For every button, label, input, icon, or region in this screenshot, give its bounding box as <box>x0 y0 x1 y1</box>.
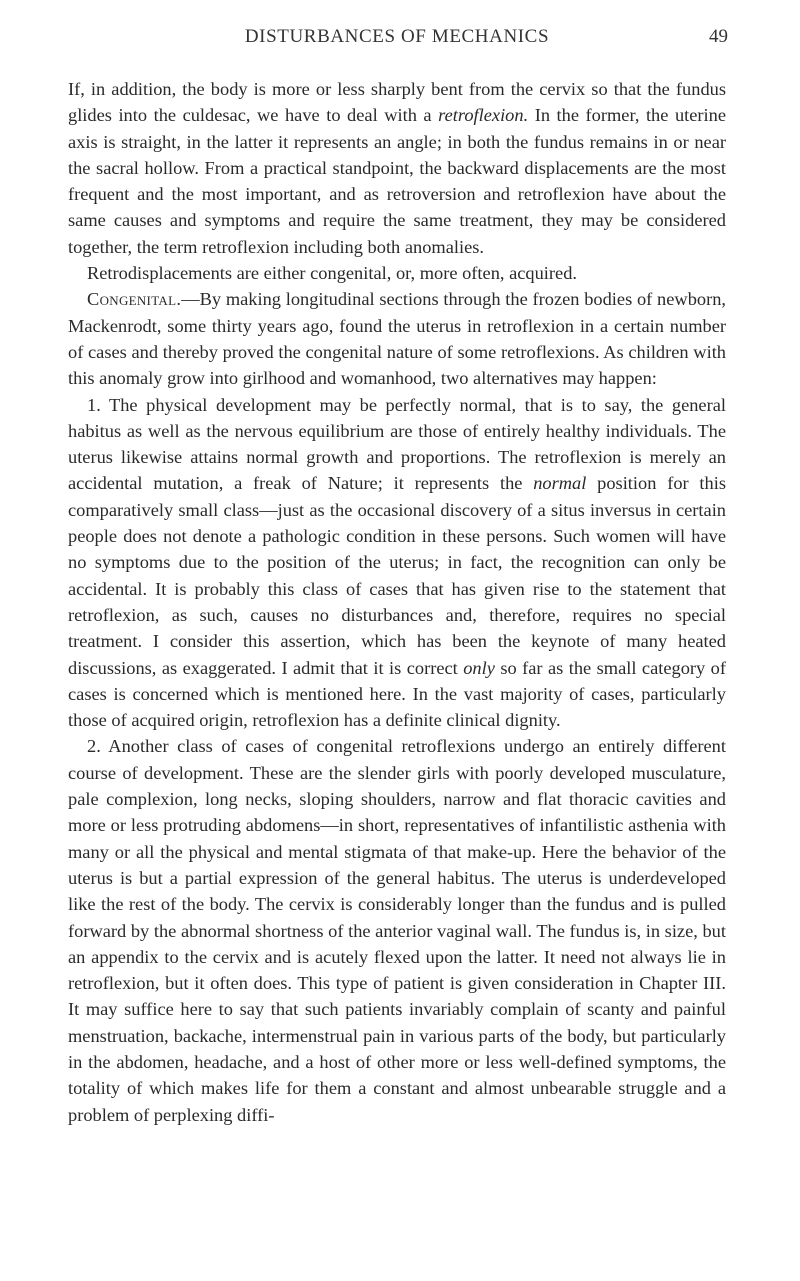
paragraph-alternative-2 <box>68 733 726 1127</box>
running-header <box>68 26 726 56</box>
paragraph-text: 2. Another class of cases of congenital retroflexions undergo an entirely different course of development. These are the slender girls with poorly developed musculature, pale complexion, long necks, sloping shoulders, narrow and flat thoracic cavities and more or less protruding abdomens—in short, representatives of infantilistic asthenia with many or all the physical and mental stigmata of that make-up. Here the behavior of the uterus is but a partial expression of the general habitus. The uterus is underdeveloped like the rest of the body. The cervix is considerably longer than the fundus and is pulled forward by the abnormal shortness of the anterior vaginal wall. The fundus is, in size, but an appendix to the cervix and is acutely flexed upon the latter. It need not always lie in retroflexion, but it often does. This type of patient is given consideration in Chapter III. It may suffice here to say that such patients invariably complain of scanty and painful menstruation, backache, intermenstrual pain in various parts of the body, but particularly in the abdomen, headache, and a host of other more or less well-defined symptoms, the totality of which makes life for them a constant and almost unbearable struggle and a problem of perplexing diffi- <box>68 736 726 1125</box>
body-text <box>68 76 726 1128</box>
paragraph-text: If, in addition, the body is more or less sharply bent from the cervix so that the fundus glides into the culdesac, we have to deal with a <box>68 79 726 126</box>
section-lead-congenital: Congenital. <box>87 289 182 310</box>
emphasis-normal: normal <box>533 473 587 494</box>
book-page <box>68 26 726 1128</box>
page-number: 49 <box>709 26 728 47</box>
paragraph-retroflexion-definition <box>68 76 726 260</box>
paragraph-text: Retrodisplacements are either congenital, or, more often, acquired. <box>87 263 577 284</box>
paragraph-retrodisplacements <box>68 260 726 286</box>
paragraph-text: so far as the small category of cases is concerned which is mentioned here. In the vast majority of cases, particularly those of acquired origin, retroflexion has a definite clinical dignity. <box>68 657 726 731</box>
paragraph-alternative-1 <box>68 392 726 734</box>
paragraph-text: position for this comparatively small class—just as the occasional discovery of a situs inversus in certain people does not denote a pathologic condition in these persons. Such women will have no symptoms due to the position of the uterus; in fact, the recognition can only be accidental. It is probably this class of cases that has given rise to the statement that retroflexion, as such, causes no disturbances and, therefore, requires no special treatment. I consider this assertion, which has been the keynote of many heated discussions, as exaggerated. I admit that it is correct <box>68 473 726 678</box>
emphasis-only: only <box>463 657 495 678</box>
running-title: DISTURBANCES OF MECHANICS <box>244 26 550 47</box>
paragraph-congenital <box>68 286 726 391</box>
paragraph-text: —By making longitudinal sections through the frozen bodies of newborn, Mackenrodt, some thirty years ago, found the uterus in retroflexion in a certain number of cases and thereby proved the congenital nature of some retroflexions. As children with this anomaly grow into girlhood and womanhood, two alternatives may happen: <box>68 289 726 389</box>
paragraph-text: In the former, the uterine axis is straight, in the latter it represents an angle; in both the fundus remains in or near the sacral hollow. From a practical standpoint, the backward displacements are the most frequent and the most important, and as retroversion and retroflexion have about the same causes and symptoms and require the same treatment, they may be considered together, the term retroflexion including both anomalies. <box>68 105 727 257</box>
emphasis-retroflexion: retroflexion. <box>438 105 529 126</box>
paragraph-text: 1. The physical development may be perfectly normal, that is to say, the general habitus as well as the nervous equilibrium are those of entirely healthy individuals. The uterus likewise attains normal growth and proportions. The retroflexion is merely an accidental mutation, a freak of Nature; it represents the <box>68 394 726 494</box>
